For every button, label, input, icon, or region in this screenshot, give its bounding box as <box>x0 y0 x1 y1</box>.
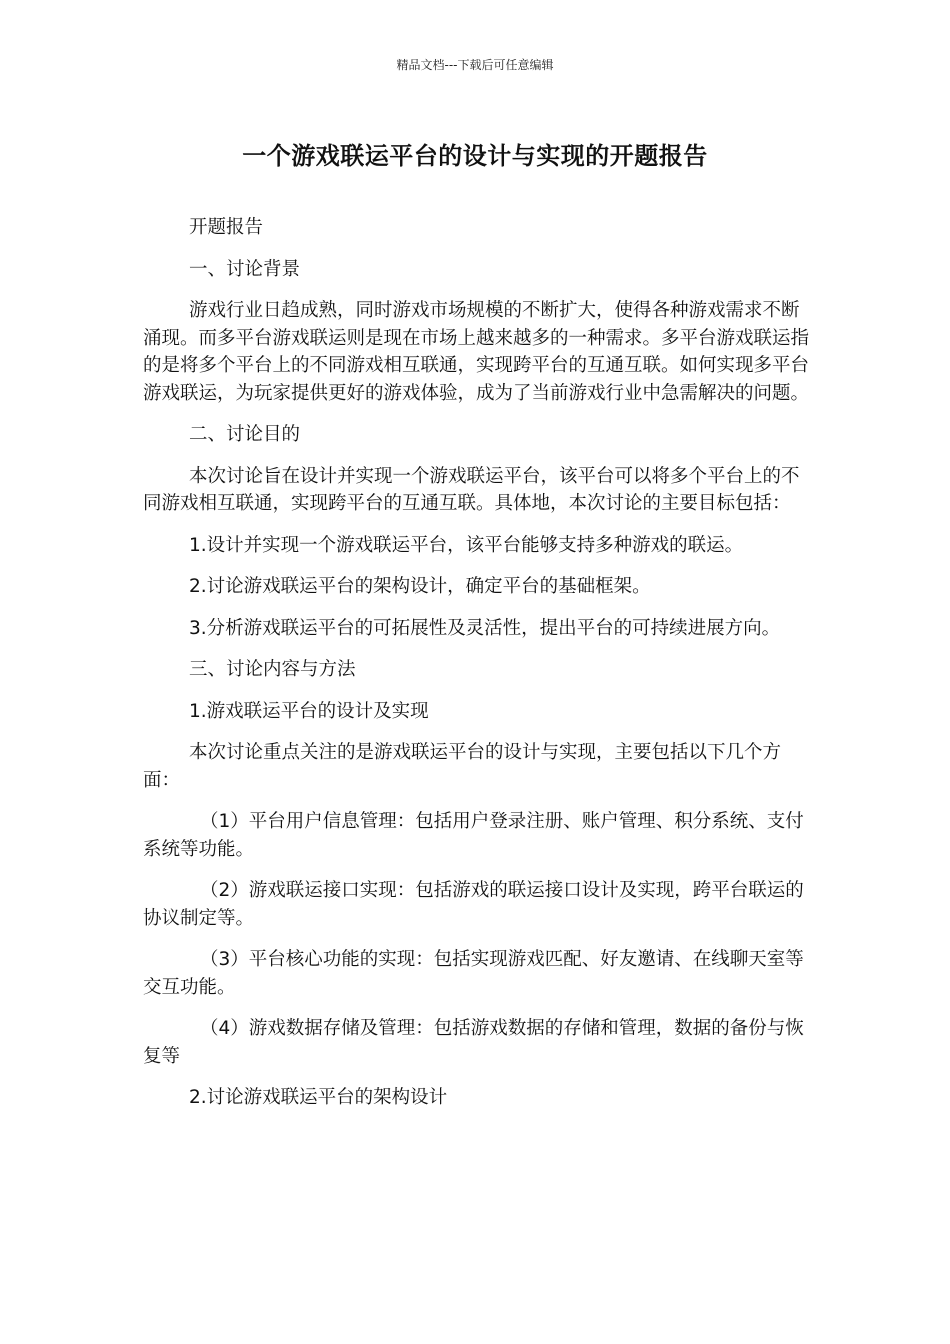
subheading-architecture: 2.讨论游戏联运平台的架构设计 <box>189 1087 448 1108</box>
subheading-design: 1.游戏联运平台的设计及实现 <box>189 700 429 722</box>
heading-content-method: 三、讨论内容与方法 <box>189 659 356 680</box>
design-item-1: （1）平台用户信息管理：包括用户登录注册、账户管理、积分系统、支付系统等功能。 <box>143 811 804 860</box>
paragraph-design-focus: 本次讨论重点关注的是游戏联运平台的设计与实现，主要包括以下几个方面： <box>143 742 782 791</box>
heading-background: 一、讨论背景 <box>189 258 301 280</box>
design-item-3: （3）平台核心功能的实现：包括实现游戏匹配、好友邀请、在线聊天室等交互功能。 <box>143 949 804 998</box>
header-note: 精品文档---下载后可任意编辑 <box>396 58 554 72</box>
paragraph-background: 游戏行业日趋成熟，同时游戏市场规模的不断扩大，使得各种游戏需求不断涌现。而多平台游戏联运则是现在市场上越来越多的一种需求。多平台游戏联运指的是将多个平台上的不同游戏相互联通，实现跨平台的互通互联。如何实现多平台游戏联运，为玩家提供更好的游戏体验，成为了当前游戏行业中急需解决的问题。 <box>143 300 810 404</box>
goal-item-3: 3.分析游戏联运平台的可拓展性及灵活性，提出平台的可持续进展方向。 <box>189 617 781 639</box>
design-item-2: （2）游戏联运接口实现：包括游戏的联运接口设计及实现，跨平台联运的协议制定等。 <box>143 880 804 929</box>
goal-item-2: 2.讨论游戏联运平台的架构设计，确定平台的基础框架。 <box>189 576 651 597</box>
heading-purpose: 二、讨论目的 <box>189 424 301 445</box>
section-label-report: 开题报告 <box>189 217 264 238</box>
document-body <box>143 214 813 1126</box>
document-title: 一个游戏联运平台的设计与实现的开题报告 <box>242 142 708 170</box>
design-item-4: （4）游戏数据存储及管理：包括游戏数据的存储和管理，数据的备份与恢复等 <box>143 1018 804 1067</box>
paragraph-purpose: 本次讨论旨在设计并实现一个游戏联运平台，该平台可以将多个平台上的不同游戏相互联通，实现跨平台的互通互联。具体地，本次讨论的主要目标包括： <box>143 465 800 514</box>
goal-item-1: 1.设计并实现一个游戏联运平台，该平台能够支持多种游戏的联运。 <box>189 534 744 556</box>
